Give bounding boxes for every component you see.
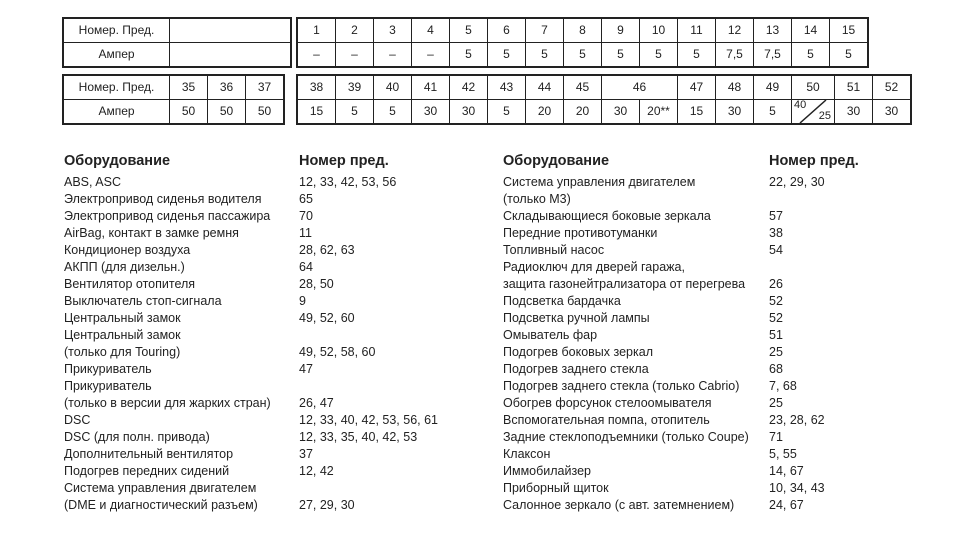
- fuse-amp: 7,5: [716, 43, 754, 68]
- fuse-num: 42: [450, 75, 488, 100]
- fuse-numbers: 14, 67: [769, 464, 804, 478]
- fuse-amp: 7,5: [754, 43, 792, 68]
- equipment-name: Кондиционер воздуха: [64, 243, 191, 257]
- equipment-name: Электропривод сиденья водителя: [64, 192, 262, 206]
- fuse-numbers: 11: [299, 226, 312, 240]
- equipment-row: [64, 361, 438, 378]
- equipment-name: Электропривод сиденья пассажира: [64, 209, 271, 223]
- top-blank-num: [170, 18, 292, 43]
- equipment-name: Прикуриватель: [64, 362, 152, 376]
- equipment-row: [64, 378, 438, 395]
- equipment-row: [64, 446, 438, 463]
- fuse-num: 47: [678, 75, 716, 100]
- equipment-name: Подсветка ручной лампы: [503, 311, 650, 325]
- fuse-numbers: 68: [769, 362, 783, 376]
- equipment-row: [64, 480, 438, 497]
- fuse-amp: 30: [412, 100, 450, 125]
- fuse-numbers: 23, 28, 62: [769, 413, 825, 427]
- equipment-name: Обогрев форсунок стелоомывателя: [503, 396, 712, 410]
- fuse-num: 5: [450, 18, 488, 43]
- equipment-row: [503, 293, 859, 310]
- fuse-num: 15: [830, 18, 869, 43]
- fuse-num: 11: [678, 18, 716, 43]
- fuse-num: 44: [526, 75, 564, 100]
- fuse-amp: 20: [564, 100, 602, 125]
- fuse-numbers: 12, 33, 40, 42, 53, 56, 61: [299, 413, 439, 427]
- equipment-row: [503, 361, 859, 378]
- equipment-row: [64, 463, 438, 480]
- fuse-numbers: 24, 67: [769, 498, 804, 512]
- bottom-num-row: [297, 75, 911, 100]
- equipment-row: [64, 242, 438, 259]
- fuse-num: 6: [488, 18, 526, 43]
- fuse-amp: –: [412, 43, 450, 68]
- equipment-name: Система управления двигателем: [503, 175, 696, 189]
- fuse-num: 41: [412, 75, 450, 100]
- equipment-row: [503, 225, 859, 242]
- fuse-numbers: 25: [769, 345, 783, 359]
- equipment-name: Подогрев передних сидений: [64, 464, 230, 478]
- fuse-amp: 50: [208, 100, 246, 125]
- fuse-numbers: 38: [769, 226, 783, 240]
- right-header: [503, 152, 859, 174]
- top-blank-amp: [170, 43, 292, 68]
- top-fuse-table: [296, 17, 869, 68]
- fuse-num: 43: [488, 75, 526, 100]
- fuse-amp: 5: [336, 100, 374, 125]
- fuse-amp: 30: [835, 100, 873, 125]
- fuse-numbers: 9: [299, 294, 306, 308]
- equipment-name: Подсветка бардачка: [503, 294, 621, 308]
- fuse-num: 40: [374, 75, 412, 100]
- top-label-amp: Ампер: [63, 43, 170, 68]
- fuse-amp: –: [374, 43, 412, 68]
- fuse-num: 51: [835, 75, 873, 100]
- equipment-name: (только в версии для жарких стран): [64, 396, 271, 410]
- fuse-num: 10: [640, 18, 678, 43]
- fuse-num: 36: [208, 75, 246, 100]
- equipment-name: (только для Touring): [64, 345, 181, 359]
- right-rows: [503, 174, 859, 514]
- header-fuse: Номер пред.: [769, 153, 859, 169]
- fuse-amp: 30: [873, 100, 912, 125]
- fuse-num: 7: [526, 18, 564, 43]
- fuse-amp: 5: [488, 43, 526, 68]
- equipment-name: Клаксон: [503, 447, 551, 461]
- fuse-numbers: 57: [769, 209, 783, 223]
- equipment-name: Топливный насос: [503, 243, 605, 257]
- fuse-num: 2: [336, 18, 374, 43]
- equipment-row: [503, 242, 859, 259]
- equipment-row: [503, 446, 859, 463]
- fuse-num: 9: [602, 18, 640, 43]
- fuse-num: 46: [602, 75, 678, 100]
- fuse-numbers: 64: [299, 260, 313, 274]
- equipment-row: [64, 429, 438, 446]
- fuse-amp: 5: [374, 100, 412, 125]
- top-num-row: [297, 18, 868, 43]
- right-equipment-list: [503, 152, 859, 514]
- equipment-row: [503, 429, 859, 446]
- fuse-amp: 5: [526, 43, 564, 68]
- equipment-name: Дополнительный вентилятор: [64, 447, 234, 461]
- fuse-amp: 20**: [640, 100, 678, 125]
- fuse-num: 49: [754, 75, 792, 100]
- bottom-right-table: [296, 74, 912, 125]
- equipment-name: Выключатель стоп-сигнала: [64, 294, 222, 308]
- equipment-name: ABS, ASC: [64, 175, 121, 189]
- fuse-amp: 5: [754, 100, 792, 125]
- equipment-row: [503, 463, 859, 480]
- fuse-num: 13: [754, 18, 792, 43]
- fuse-numbers: 37: [299, 447, 313, 461]
- fuse-numbers: 52: [769, 294, 783, 308]
- equipment-row: [64, 310, 438, 327]
- fuse-amp: 5: [678, 43, 716, 68]
- equipment-name: Центральный замок: [64, 311, 181, 325]
- fuse-numbers: 22, 29, 30: [769, 175, 825, 189]
- equipment-row: [503, 344, 859, 361]
- equipment-name: (только М3): [503, 192, 571, 206]
- equipment-name: Центральный замок: [64, 328, 181, 342]
- equipment-name: АКПП (для дизельн.): [64, 260, 185, 274]
- fuse-amp: 5: [564, 43, 602, 68]
- fuse-num: 12: [716, 18, 754, 43]
- top-label-num: Номер. Пред.: [63, 18, 170, 43]
- equipment-row: [503, 276, 859, 293]
- bottom-left-table: [62, 74, 285, 125]
- equipment-name: DSC (для полн. привода): [64, 430, 210, 444]
- equipment-name: (DME и диагностический разъем): [64, 498, 258, 512]
- left-equipment-list: [64, 152, 438, 514]
- fuse-numbers: 28, 62, 63: [299, 243, 355, 257]
- fuse-amp: 30: [602, 100, 640, 125]
- equipment-row: [64, 395, 438, 412]
- equipment-name: Радиоключ для дверей гаража,: [503, 260, 685, 274]
- bottom-amp-row: [297, 100, 911, 125]
- fuse-num: 50: [792, 75, 835, 100]
- fuse-numbers: 49, 52, 60: [299, 311, 355, 325]
- equipment-row: [503, 497, 859, 514]
- equipment-row: [64, 344, 438, 361]
- equipment-name: Салонное зеркало (с авт. затемнением): [503, 498, 735, 512]
- equipment-name: Подогрев заднего стекла (только Cabrio): [503, 379, 740, 393]
- fuse-amp: 5: [488, 100, 526, 125]
- fuse-numbers: 71: [769, 430, 783, 444]
- equipment-name: защита газонейтрализатора от перегрева: [503, 277, 746, 291]
- equipment-name: DSC: [64, 413, 91, 427]
- fuse-amp: 25: [818, 110, 831, 122]
- equipment-row: [503, 327, 859, 344]
- fuse-numbers: 49, 52, 58, 60: [299, 345, 376, 359]
- equipment-name: AirBag, контакт в замке ремня: [64, 226, 239, 240]
- equipment-row: [503, 191, 859, 208]
- fuse-num: 45: [564, 75, 602, 100]
- fuse-numbers: 26: [769, 277, 783, 291]
- equipment-name: Иммобилайзер: [503, 464, 591, 478]
- fuse-numbers: 54: [769, 243, 783, 257]
- header-equipment: Оборудование: [503, 153, 610, 169]
- fuse-numbers: 47: [299, 362, 313, 376]
- fuse-num: 35: [170, 75, 208, 100]
- fuse-numbers: 27, 29, 30: [299, 498, 355, 512]
- top-label-table: [62, 17, 292, 68]
- equipment-name: Вспомогательная помпа, отопитель: [503, 413, 710, 427]
- fuse-amp: 15: [297, 100, 336, 125]
- fuse-num: 38: [297, 75, 336, 100]
- header-equipment: Оборудование: [64, 153, 171, 169]
- fuse-num: 3: [374, 18, 412, 43]
- equipment-name: Вентилятор отопителя: [64, 277, 196, 291]
- equipment-row: [503, 480, 859, 497]
- fuse-num: 52: [873, 75, 912, 100]
- header-fuse: Номер пред.: [299, 153, 389, 169]
- equipment-row: [503, 310, 859, 327]
- fuse-numbers: 28, 50: [299, 277, 334, 291]
- equipment-row: [503, 412, 859, 429]
- equipment-row: [64, 225, 438, 242]
- equipment-row: [503, 259, 859, 276]
- fuse-numbers: 7, 68: [769, 379, 797, 393]
- fuse-amp: 20: [526, 100, 564, 125]
- fuse-amp: 30: [450, 100, 488, 125]
- equipment-row: [64, 293, 438, 310]
- equipment-name: Омыватель фар: [503, 328, 598, 342]
- fuse-numbers: 12, 33, 42, 53, 56: [299, 175, 397, 189]
- equipment-name: Задние стеклоподъемники (только Coupe): [503, 430, 749, 444]
- fuse-num: 48: [716, 75, 754, 100]
- fuse-amp: 5: [602, 43, 640, 68]
- fuse-num: 4: [412, 18, 450, 43]
- fuse-amp: 50: [170, 100, 208, 125]
- equipment-row: [503, 395, 859, 412]
- equipment-row: [503, 378, 859, 395]
- equipment-row: [64, 276, 438, 293]
- left-rows: [64, 174, 438, 514]
- fuse-amp: 15: [678, 100, 716, 125]
- equipment-row: [64, 327, 438, 344]
- fuse-amp: 5: [450, 43, 488, 68]
- fuse-numbers: 12, 33, 35, 40, 42, 53: [299, 430, 418, 444]
- equipment-name: Прикуриватель: [64, 379, 152, 393]
- fuse-numbers: 65: [299, 192, 313, 206]
- fuse-num: 37: [246, 75, 285, 100]
- fuse-amp: 5: [792, 43, 830, 68]
- equipment-row: [64, 497, 438, 514]
- equipment-row: [503, 208, 859, 225]
- fuse-amp: 5: [830, 43, 869, 68]
- equipment-name: Система управления двигателем: [64, 481, 257, 495]
- equipment-row: [64, 191, 438, 208]
- fuse-numbers: 26, 47: [299, 396, 334, 410]
- equipment-row: [64, 259, 438, 276]
- fuse-numbers: 51: [769, 328, 783, 342]
- fuse-num: 8: [564, 18, 602, 43]
- equipment-row: [64, 412, 438, 429]
- equipment-name: Подогрев заднего стекла: [503, 362, 649, 376]
- bottom-label-amp: Ампер: [63, 100, 170, 125]
- fuse-numbers: 52: [769, 311, 783, 325]
- equipment-row: [64, 208, 438, 225]
- left-header: [64, 152, 438, 174]
- fuse-amp: 40: [794, 99, 807, 111]
- equipment-name: Приборный щиток: [503, 481, 609, 495]
- equipment-name: Подогрев боковых зеркал: [503, 345, 653, 359]
- fuse-num: 1: [297, 18, 336, 43]
- fuse-numbers: 70: [299, 209, 313, 223]
- fuse-amp: 30: [716, 100, 754, 125]
- fuse-amp-split: [792, 100, 835, 125]
- equipment-name: Передние противотуманки: [503, 226, 658, 240]
- bottom-label-num: Номер. Пред.: [63, 75, 170, 100]
- top-amp-row: [297, 43, 868, 68]
- equipment-row: [64, 174, 438, 191]
- fuse-numbers: 25: [769, 396, 783, 410]
- fuse-numbers: 12, 42: [299, 464, 334, 478]
- fuse-amp: –: [297, 43, 336, 68]
- fuse-amp: 5: [640, 43, 678, 68]
- fuse-num: 39: [336, 75, 374, 100]
- fuse-numbers: 10, 34, 43: [769, 481, 825, 495]
- fuse-amp: 50: [246, 100, 285, 125]
- fuse-amp: –: [336, 43, 374, 68]
- fuse-num: 14: [792, 18, 830, 43]
- equipment-row: [503, 174, 859, 191]
- fuse-numbers: 5, 55: [769, 447, 797, 461]
- equipment-name: Складывающиеся боковые зеркала: [503, 209, 711, 223]
